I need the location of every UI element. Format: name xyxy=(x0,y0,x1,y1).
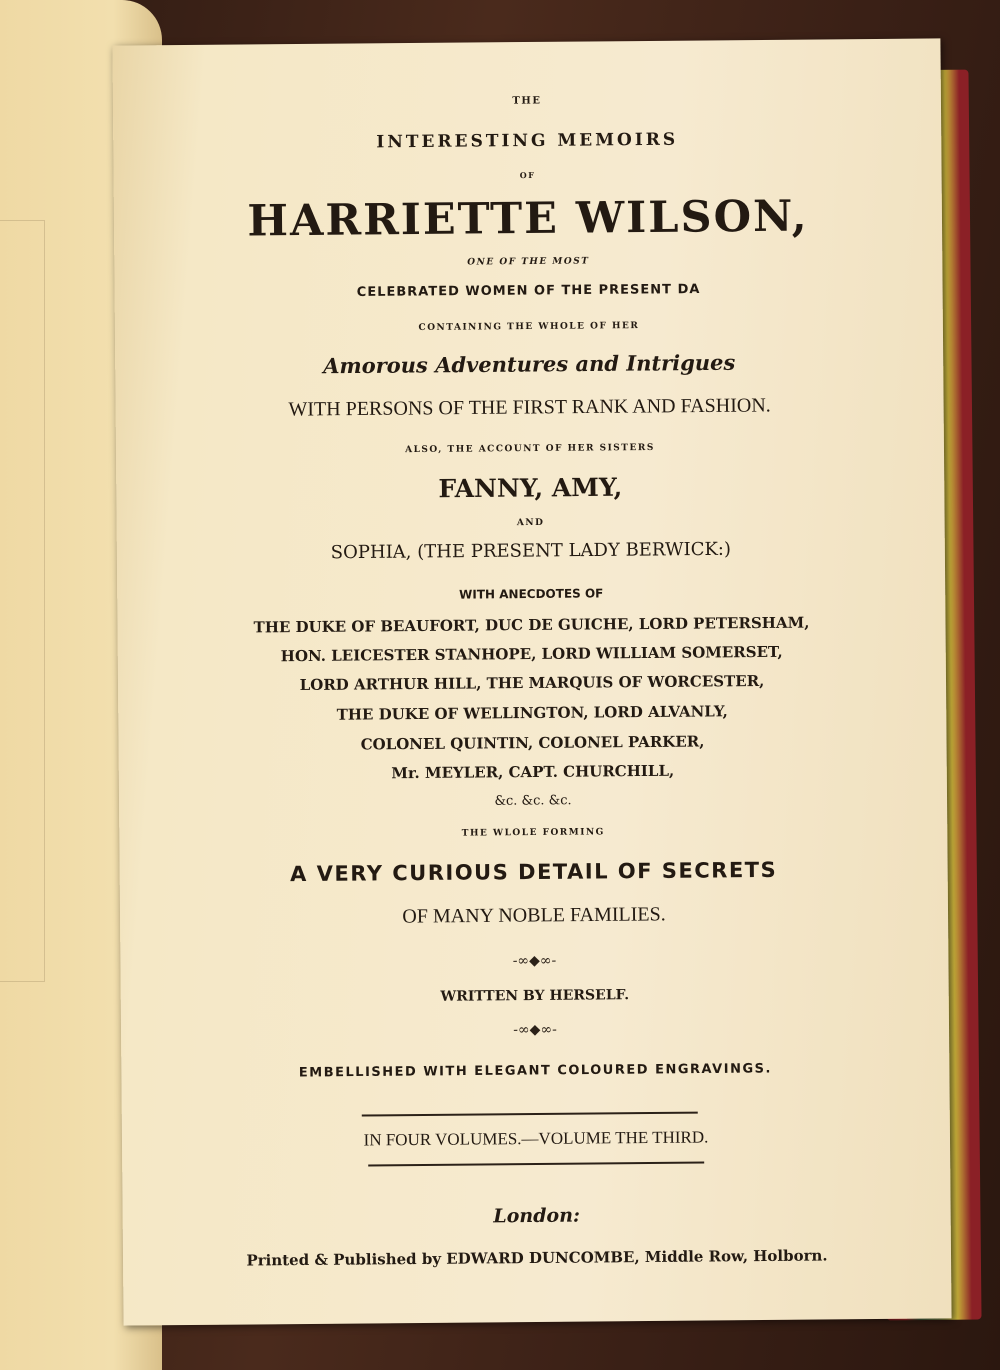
names-line: THE DUKE OF WELLINGTON, LORD ALVANLY, xyxy=(336,702,728,724)
containing-line: CONTAINING THE WHOLE OF HER xyxy=(418,321,640,333)
one-of-the-most: ONE OF THE MOST xyxy=(467,256,590,268)
names-line: Mr. MEYLER, CAPT. CHURCHILL, xyxy=(391,761,675,783)
with-anecdotes: WITH ANECDOTES OF xyxy=(459,586,604,602)
whole-forming: THE WLOLE FORMING xyxy=(461,827,605,839)
fanny-amy: FANNY, AMY, xyxy=(438,472,623,504)
ornament-divider: -∞◆∞- xyxy=(513,1021,557,1039)
names-line: COLONEL QUINTIN, COLONEL PARKER, xyxy=(360,732,705,754)
curious-detail: A VERY CURIOUS DETAIL OF SECRETS xyxy=(290,857,778,887)
title-page xyxy=(112,38,951,1325)
london-line: London: xyxy=(493,1204,581,1228)
names-line: HON. LEICESTER STANHOPE, LORD WILLIAM SOMERSET, xyxy=(280,642,783,666)
and-line: AND xyxy=(516,517,545,529)
volumes-line: IN FOUR VOLUMES.—VOLUME THE THIRD. xyxy=(363,1127,709,1150)
bottom-rule xyxy=(368,1162,704,1167)
sophia-line: SOPHIA, (THE PRESENT LADY BERWICK:) xyxy=(330,538,732,564)
printed-line: Printed & Published by EDWARD DUNCOMBE, Middle Row, Holborn. xyxy=(246,1246,828,1270)
celebrated-line: CELEBRATED WOMEN OF THE PRESENT DA xyxy=(356,282,701,301)
noble-families: OF MANY NOBLE FAMILIES. xyxy=(402,903,666,928)
with-persons-line: WITH PERSONS OF THE FIRST RANK AND FASHION. xyxy=(288,394,771,421)
also-line: ALSO, THE ACCOUNT OF HER SISTERS xyxy=(405,442,655,456)
of-line: OF xyxy=(519,169,536,181)
endpaper-pattern xyxy=(0,220,45,982)
top-rule xyxy=(362,1112,698,1117)
names-line: LORD ARTHUR HILL, THE MARQUIS OF WORCESTER, xyxy=(299,671,765,695)
author-name: HARRIETTE WILSON, xyxy=(247,191,809,247)
written-by: WRITTEN BY HERSELF. xyxy=(440,987,630,1005)
interesting-memoirs: INTERESTING MEMOIRS xyxy=(376,129,679,153)
the-line: THE xyxy=(512,95,542,107)
embellished-line: EMBELLISHED WITH ELEGANT COLOURED ENGRAVINGS. xyxy=(298,1061,772,1081)
etc-line: &c. &c. &c. xyxy=(494,793,572,809)
names-line: THE DUKE OF BEAUFORT, DUC DE GUICHE, LORD PETERSHAM, xyxy=(253,613,810,637)
amorous-line: Amorous Adventures and Intrigues xyxy=(323,349,736,379)
ornament-divider: -∞◆∞- xyxy=(512,952,557,970)
